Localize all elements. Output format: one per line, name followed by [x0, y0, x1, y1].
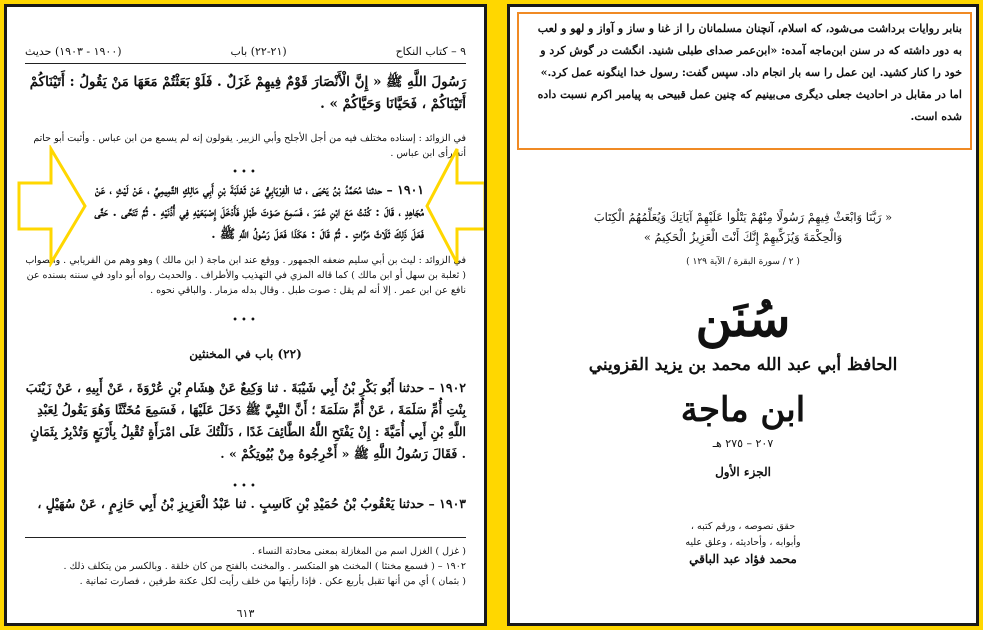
- header-bab: (٢١-٢٢) باب: [230, 45, 287, 58]
- separator-stars: •••: [232, 167, 259, 178]
- editor-credit: [630, 519, 856, 567]
- footnote-3: ( بثمان ) أي من أنها تقبل بأربع عكن . فإذا رأيتها من خلف رأيت لكل عكنة طرفين ، فصارت ثمانية .: [79, 576, 466, 587]
- quran-verse: « رَبَّنَا وَابْعَثْ فِيهِمْ رَسُولًا مِنْهُمْ يَتْلُوا عَلَيْهِمْ آيَاتِكَ وَيُعَلِّمُهُمُ الْكِتَابَ وَالْحِكْمَةَ وَيُزَكِّيهِمْ إِنَّكَ أَنْتَ الْعَزِيزُ الْحَكِيمُ »: [593, 210, 893, 244]
- page-number: ٦١٣: [236, 607, 255, 620]
- separator-stars-3: •••: [232, 481, 259, 492]
- footnote-1: ( غزل ) الغزل اسم من المغازلة بمعنى محادثة النساء .: [251, 546, 466, 557]
- book-short-name: ابن ماجة: [680, 390, 806, 430]
- editor-line-2: وأبوابه ، وأحاديثه ، وعلق عليه: [685, 537, 801, 548]
- volume-label: الجزء الأول: [715, 465, 771, 479]
- right-page-panel: [507, 4, 979, 626]
- arrow-left-icon: [425, 145, 487, 267]
- left-page-panel: [4, 4, 487, 626]
- footnote-2: ١٩٠٢ – ( فسمع مخنثا ) المخنث هو المتكسر . والمخنث بالفتح من كان خلقة . وبالكسر من يتكلف ذلك .: [63, 561, 466, 572]
- author-name: الحافظ أبي عبد الله محمد بن يزيد القزويني: [588, 355, 898, 375]
- header-book: ٩ – كتاب النكاح: [395, 45, 466, 58]
- hadith-1901: ١٩٠١ – حدثنا مُحَمَّدُ بْنُ يَحْيَى ، ثنا الْفِرْيَابِيُّ عَنْ ثَعْلَبَةَ بْنِ أَبِي مَالِكٍ التَّمِيمِيِّ ، عَنْ لَيْثٍ ، عَنْ مُجَاهِدٍ ، قَالَ : كُنْتُ مَعَ ابْنِ عُمَرَ ، فَسَمِعَ صَوْتَ طَبْلٍ فَأَدْخَلَ إِصْبَعَيْهِ فِي أُذُنَيْهِ . ثُمَّ تَنَحَّى . حَتَّى فَعَلَ ذَلِكَ ثَلَاثَ مَرَّاتٍ . ثُمَّ قَالَ : هَكَذَا فَعَلَ رَسُولُ اللَّهِ ﷺ .: [94, 182, 424, 241]
- persian-note-box: بنابر روایات برداشت می‌شود، که اسلام، آنچنان مسلمانان را از غنا و ساز و آواز و لهو و لعب به دور داشته که در سنن ابن‌ماجه آمده: «ابن‌عمر صدای طبلی شنید. انگشت در گوش کرد و خود را کنار کشید. این عمل را سه بار انجام داد. سپس گفت: رسول خدا اینگونه عمل کرد.» اما در مقابل در احادیث جعلی دیگری می‌بینیم که چنین عمل قبیحی به پیامبر اکرم نسبت داده شده است.: [517, 12, 972, 150]
- author-dates: ٢٠٧ – ٢٧٥ هـ: [712, 437, 774, 450]
- book-title: سُنَن: [695, 289, 791, 348]
- hadith-1900-tail: رَسُولَ اللَّهِ ﷺ « إِنَّ الْأَنْصَارَ قَوْمٌ فِيهِمْ غَزَلٌ . فَلَوْ بَعَثْتُمْ مَعَهَا مَنْ يَقُولُ : أَتَيْنَاكُمْ أَتَيْنَاكُمْ ، فَحَيَّانَا وَحَيَّاكُمْ » .: [29, 74, 466, 112]
- separator-stars-2: •••: [232, 315, 259, 326]
- hadith-1902: ١٩٠٢ – حدثنا أَبُو بَكْرِ بْنُ أَبِي شَيْبَةَ . ثنا وَكِيعٌ عَنْ هِشَامِ بْنِ عُرْوَةَ ، عَنْ أَبِيهِ ، عَنْ زَيْنَبَ بِنْتِ أُمِّ سَلَمَةَ ، عَنْ أُمِّ سَلَمَةَ ؛ أَنَّ النَّبِيَّ ﷺ دَخَلَ عَلَيْهَا ، فَسَمِعَ مُخَنَّثًا وَهُوَ يَقُولُ لِعَبْدِ اللَّهِ بْنِ أَبِي أُمَيَّةَ : إِنْ يَفْتَحِ اللَّهُ الطَّائِفَ غَدًا ، دَلَلْتُكَ عَلَى امْرَأَةٍ تُقْبِلُ بِأَرْبَعٍ وَتُدْبِرُ بِثَمَانٍ . فَقَالَ رَسُولُ اللَّهِ ﷺ « أَخْرِجُوهُ مِنْ بُيُوتِكُمْ » .: [25, 380, 466, 461]
- verse-citation: ( ٢ / سورة البقرة / الآية ١٢٩ ): [686, 257, 800, 267]
- header-hadith-range: (١٩٠٠ - ١٩٠٣) حديث: [25, 45, 122, 58]
- bab-title: (٢٢) باب في المخنثين: [189, 347, 302, 361]
- editor-line-1: حقق نصوصه ، ورقم كتبه ،: [690, 521, 796, 532]
- page-header: [25, 45, 466, 64]
- arrow-right-icon: [17, 145, 87, 267]
- zawaid-1901: في الزوائد : ليث بن أبي سليم ضعفه الجمهور . ووقع عند ابن ماجة ( ابن مالك ) وهو وهم من الفريابي . والصواب ( ثعلبة بن سهل أو ابن مالك ) كما قاله المزي في التهذيب والأطراف . والحديث رواه أبو داود في سننه بسنده عن نافع عن ابن عمر . إلا أنه لم يقل : صوت طبل . وقال بدله مزمار . والباقي نحوه .: [25, 255, 466, 296]
- hadith-1903-head: ١٩٠٣ – حدثنا يَعْقُوبُ بْنُ حُمَيْدِ بْنِ كَاسِبٍ . ثنا عَبْدُ الْعَزِيزِ بْنُ أَبِي حَازِمٍ ، عَنْ سُهَيْلٍ ،: [37, 496, 466, 511]
- editor-name: محمد فؤاد عبد الباقي: [689, 552, 797, 566]
- zawaid-1900: في الزوائد : إسناده مختلف فيه من أجل الأجلح وأبي الزبير. يقولون إنه لم يسمع من ابن عباس . وأثبت أبو حاتم أنه رأى ابن عباس .: [33, 133, 466, 159]
- footnotes: [25, 537, 466, 589]
